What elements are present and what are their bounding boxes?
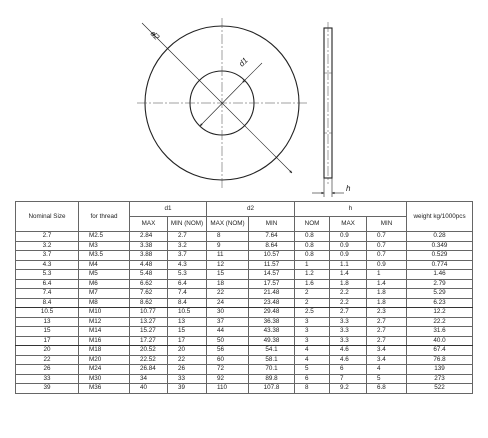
- cell-nominal-size: 22: [16, 355, 79, 365]
- cell-h-min: 3.4: [367, 355, 407, 365]
- cell-d1-min: 20: [168, 346, 207, 356]
- cell-h-min: 6.8: [367, 384, 407, 394]
- cell-h-nom: 2.5: [295, 308, 330, 318]
- cell-h-min: 2.7: [367, 317, 407, 327]
- cell-d1-min: 7.4: [168, 289, 207, 299]
- table-row: [16, 355, 473, 365]
- cell-h-nom: 4: [295, 355, 330, 365]
- cell-d2-max: 92: [207, 374, 249, 384]
- cell-d1-max: 34: [130, 374, 168, 384]
- cell-h-max: 2.7: [330, 308, 367, 318]
- table-row: [16, 232, 473, 242]
- cell-d2-max: 8: [207, 232, 249, 242]
- cell-d2-min: 10.57: [249, 251, 295, 261]
- cell-h-nom: 0.8: [295, 241, 330, 251]
- cell-d2-min: 49.38: [249, 336, 295, 346]
- cell-h-nom: 5: [295, 365, 330, 375]
- cell-nominal-size: 13: [16, 317, 79, 327]
- table-row: [16, 327, 473, 337]
- header-for-thread: for thread: [79, 202, 130, 232]
- cell-h-min: 2.7: [367, 336, 407, 346]
- cell-d1-max: 26.84: [130, 365, 168, 375]
- cell-weight: 76.8: [407, 355, 473, 365]
- cell-weight: 6.23: [407, 298, 473, 308]
- washer-technical-drawing: [0, 0, 488, 200]
- cell-thread: M14: [79, 327, 130, 337]
- h-label: h: [346, 184, 351, 193]
- table-row: [16, 270, 473, 280]
- cell-h-max: 2.2: [330, 289, 367, 299]
- cell-h-max: 3.3: [330, 336, 367, 346]
- cell-nominal-size: 3.2: [16, 241, 79, 251]
- cell-nominal-size: 5.3: [16, 270, 79, 280]
- cell-d1-max: 7.62: [130, 289, 168, 299]
- cell-weight: 1.46: [407, 270, 473, 280]
- cell-d2-min: 29.48: [249, 308, 295, 318]
- cell-h-min: 5: [367, 374, 407, 384]
- cell-h-max: 1.4: [330, 270, 367, 280]
- cell-weight: 273: [407, 374, 473, 384]
- cell-h-nom: 8: [295, 384, 330, 394]
- cell-nominal-size: 26: [16, 365, 79, 375]
- cell-d2-min: 7.64: [249, 232, 295, 242]
- cell-d2-max: 44: [207, 327, 249, 337]
- cell-d2-min: 8.64: [249, 241, 295, 251]
- cell-weight: 22.2: [407, 317, 473, 327]
- header-d2: d2: [207, 202, 295, 217]
- table-row: [16, 336, 473, 346]
- cell-thread: M20: [79, 355, 130, 365]
- cell-nominal-size: 39: [16, 384, 79, 394]
- table-row: [16, 346, 473, 356]
- cell-h-max: 2.2: [330, 298, 367, 308]
- cell-d1-min: 33: [168, 374, 207, 384]
- header-d1: d1: [130, 202, 207, 217]
- cell-d2-min: 23.48: [249, 298, 295, 308]
- cell-d1-max: 2.84: [130, 232, 168, 242]
- cell-d1-min: 6.4: [168, 279, 207, 289]
- cell-d1-max: 17.27: [130, 336, 168, 346]
- cell-h-nom: 6: [295, 374, 330, 384]
- cell-d2-max: 11: [207, 251, 249, 261]
- cell-d2-min: 54.1: [249, 346, 295, 356]
- cell-d2-min: 58.1: [249, 355, 295, 365]
- cell-h-max: 4.6: [330, 355, 367, 365]
- cell-h-min: 2.3: [367, 308, 407, 318]
- table-row: [16, 241, 473, 251]
- cell-thread: M16: [79, 336, 130, 346]
- cell-nominal-size: 10.5: [16, 308, 79, 318]
- cell-h-nom: 2: [295, 298, 330, 308]
- cell-d2-max: 50: [207, 336, 249, 346]
- cell-d2-max: 12: [207, 260, 249, 270]
- cell-d2-max: 24: [207, 298, 249, 308]
- header-d2-max: MAX (NOM): [207, 217, 249, 232]
- table-row: [16, 374, 473, 384]
- cell-thread: M4: [79, 260, 130, 270]
- cell-d2-max: 15: [207, 270, 249, 280]
- cell-d1-max: 13.27: [130, 317, 168, 327]
- cell-d1-max: 3.38: [130, 241, 168, 251]
- cell-d1-max: 6.62: [130, 279, 168, 289]
- cell-d1-max: 10.77: [130, 308, 168, 318]
- cell-d1-min: 17: [168, 336, 207, 346]
- d2-label: d2: [148, 29, 162, 42]
- cell-weight: 5.29: [407, 289, 473, 299]
- cell-h-max: 0.9: [330, 251, 367, 261]
- cell-weight: 2.79: [407, 279, 473, 289]
- cell-nominal-size: 3.7: [16, 251, 79, 261]
- cell-d2-max: 37: [207, 317, 249, 327]
- cell-weight: 0.349: [407, 241, 473, 251]
- cell-h-max: 0.9: [330, 241, 367, 251]
- cell-weight: 0.774: [407, 260, 473, 270]
- cell-thread: M6: [79, 279, 130, 289]
- table-row: [16, 260, 473, 270]
- cell-h-min: 1: [367, 270, 407, 280]
- cell-d2-min: 70.1: [249, 365, 295, 375]
- cell-h-nom: 0.8: [295, 251, 330, 261]
- cell-thread: M2.5: [79, 232, 130, 242]
- cell-d2-max: 18: [207, 279, 249, 289]
- cell-h-nom: 0.8: [295, 232, 330, 242]
- header-nominal-size: Nominal Size: [16, 202, 79, 232]
- cell-h-min: 3.4: [367, 346, 407, 356]
- header-h-min: MIN: [367, 217, 407, 232]
- cell-nominal-size: 17: [16, 336, 79, 346]
- cell-h-max: 1.8: [330, 279, 367, 289]
- header-d1-min: MIN (NOM): [168, 217, 207, 232]
- cell-nominal-size: 33: [16, 374, 79, 384]
- cell-h-max: 7: [330, 374, 367, 384]
- cell-d2-min: 43.38: [249, 327, 295, 337]
- cell-d2-min: 11.57: [249, 260, 295, 270]
- cell-h-max: 3.3: [330, 317, 367, 327]
- cell-d1-min: 39: [168, 384, 207, 394]
- table-row: [16, 289, 473, 299]
- header-d1-max: MAX: [130, 217, 168, 232]
- table-row: [16, 279, 473, 289]
- cell-weight: 0.28: [407, 232, 473, 242]
- cell-thread: M5: [79, 270, 130, 280]
- cell-d1-max: 40: [130, 384, 168, 394]
- cell-h-nom: 4: [295, 346, 330, 356]
- cell-d2-min: 21.48: [249, 289, 295, 299]
- cell-h-nom: 2: [295, 289, 330, 299]
- cell-thread: M12: [79, 317, 130, 327]
- header-h: h: [295, 202, 407, 217]
- cell-h-nom: 3: [295, 336, 330, 346]
- cell-d2-max: 22: [207, 289, 249, 299]
- cell-weight: 139: [407, 365, 473, 375]
- cell-nominal-size: 2.7: [16, 232, 79, 242]
- cell-d1-min: 10.5: [168, 308, 207, 318]
- cell-d2-min: 89.8: [249, 374, 295, 384]
- cell-nominal-size: 6.4: [16, 279, 79, 289]
- cell-nominal-size: 20: [16, 346, 79, 356]
- header-h-max: MAX: [330, 217, 367, 232]
- cell-d1-min: 3.7: [168, 251, 207, 261]
- cell-h-min: 0.7: [367, 232, 407, 242]
- cell-d2-max: 30: [207, 308, 249, 318]
- cell-weight: 67.4: [407, 346, 473, 356]
- cell-weight: 40.0: [407, 336, 473, 346]
- cell-thread: M30: [79, 374, 130, 384]
- cell-d1-min: 3.2: [168, 241, 207, 251]
- cell-h-min: 0.7: [367, 241, 407, 251]
- cell-h-min: 0.9: [367, 260, 407, 270]
- d1-label: d1: [237, 55, 250, 69]
- cell-thread: M10: [79, 308, 130, 318]
- cell-d1-min: 22: [168, 355, 207, 365]
- cell-d2-max: 72: [207, 365, 249, 375]
- cell-weight: 12.2: [407, 308, 473, 318]
- cell-h-nom: 1.2: [295, 270, 330, 280]
- cell-d2-max: 56: [207, 346, 249, 356]
- cell-h-min: 4: [367, 365, 407, 375]
- cell-d1-min: 4.3: [168, 260, 207, 270]
- cell-h-max: 9.2: [330, 384, 367, 394]
- cell-h-min: 1.4: [367, 279, 407, 289]
- cell-h-max: 4.6: [330, 346, 367, 356]
- cell-d2-min: 17.57: [249, 279, 295, 289]
- cell-d1-max: 22.52: [130, 355, 168, 365]
- cell-d2-max: 9: [207, 241, 249, 251]
- cell-h-max: 3.3: [330, 327, 367, 337]
- cell-d2-min: 107.8: [249, 384, 295, 394]
- header-weight: weight kg/1000pcs: [407, 202, 473, 232]
- cell-d2-max: 110: [207, 384, 249, 394]
- cell-h-max: 1.1: [330, 260, 367, 270]
- cell-nominal-size: 8.4: [16, 298, 79, 308]
- cell-h-nom: 3: [295, 327, 330, 337]
- cell-d1-max: 3.88: [130, 251, 168, 261]
- cell-thread: M3.5: [79, 251, 130, 261]
- washer-dimension-table: [15, 201, 473, 394]
- cell-d1-max: 15.27: [130, 327, 168, 337]
- cell-d1-max: 4.48: [130, 260, 168, 270]
- cell-h-nom: 3: [295, 317, 330, 327]
- cell-nominal-size: 7.4: [16, 289, 79, 299]
- cell-nominal-size: 15: [16, 327, 79, 337]
- cell-nominal-size: 4.3: [16, 260, 79, 270]
- cell-d1-min: 26: [168, 365, 207, 375]
- cell-h-max: 0.9: [330, 232, 367, 242]
- cell-d1-min: 13: [168, 317, 207, 327]
- cell-h-min: 2.7: [367, 327, 407, 337]
- header-h-nom: NOM: [295, 217, 330, 232]
- table-row: [16, 298, 473, 308]
- cell-h-nom: 1: [295, 260, 330, 270]
- cell-d1-min: 5.3: [168, 270, 207, 280]
- cell-d1-max: 20.52: [130, 346, 168, 356]
- table-body: [16, 232, 473, 394]
- table-row: [16, 308, 473, 318]
- cell-d2-max: 60: [207, 355, 249, 365]
- table-row: [16, 365, 473, 375]
- cell-thread: M24: [79, 365, 130, 375]
- cell-weight: 0.529: [407, 251, 473, 261]
- cell-weight: 522: [407, 384, 473, 394]
- cell-thread: M8: [79, 298, 130, 308]
- cell-h-min: 1.8: [367, 298, 407, 308]
- cell-h-min: 1.8: [367, 289, 407, 299]
- cell-weight: 31.6: [407, 327, 473, 337]
- cell-d1-max: 5.48: [130, 270, 168, 280]
- cell-d2-min: 14.57: [249, 270, 295, 280]
- table-row: [16, 251, 473, 261]
- cell-h-nom: 1.6: [295, 279, 330, 289]
- cell-d2-min: 36.38: [249, 317, 295, 327]
- header-d2-min: MIN: [249, 217, 295, 232]
- cell-d1-max: 8.62: [130, 298, 168, 308]
- cell-d1-min: 15: [168, 327, 207, 337]
- cell-thread: M18: [79, 346, 130, 356]
- cell-thread: M7: [79, 289, 130, 299]
- cell-d1-min: 2.7: [168, 232, 207, 242]
- table-row: [16, 317, 473, 327]
- cell-thread: M36: [79, 384, 130, 394]
- cell-thread: M3: [79, 241, 130, 251]
- table-row: [16, 384, 473, 394]
- cell-h-max: 6: [330, 365, 367, 375]
- cell-d1-min: 8.4: [168, 298, 207, 308]
- cell-h-min: 0.7: [367, 251, 407, 261]
